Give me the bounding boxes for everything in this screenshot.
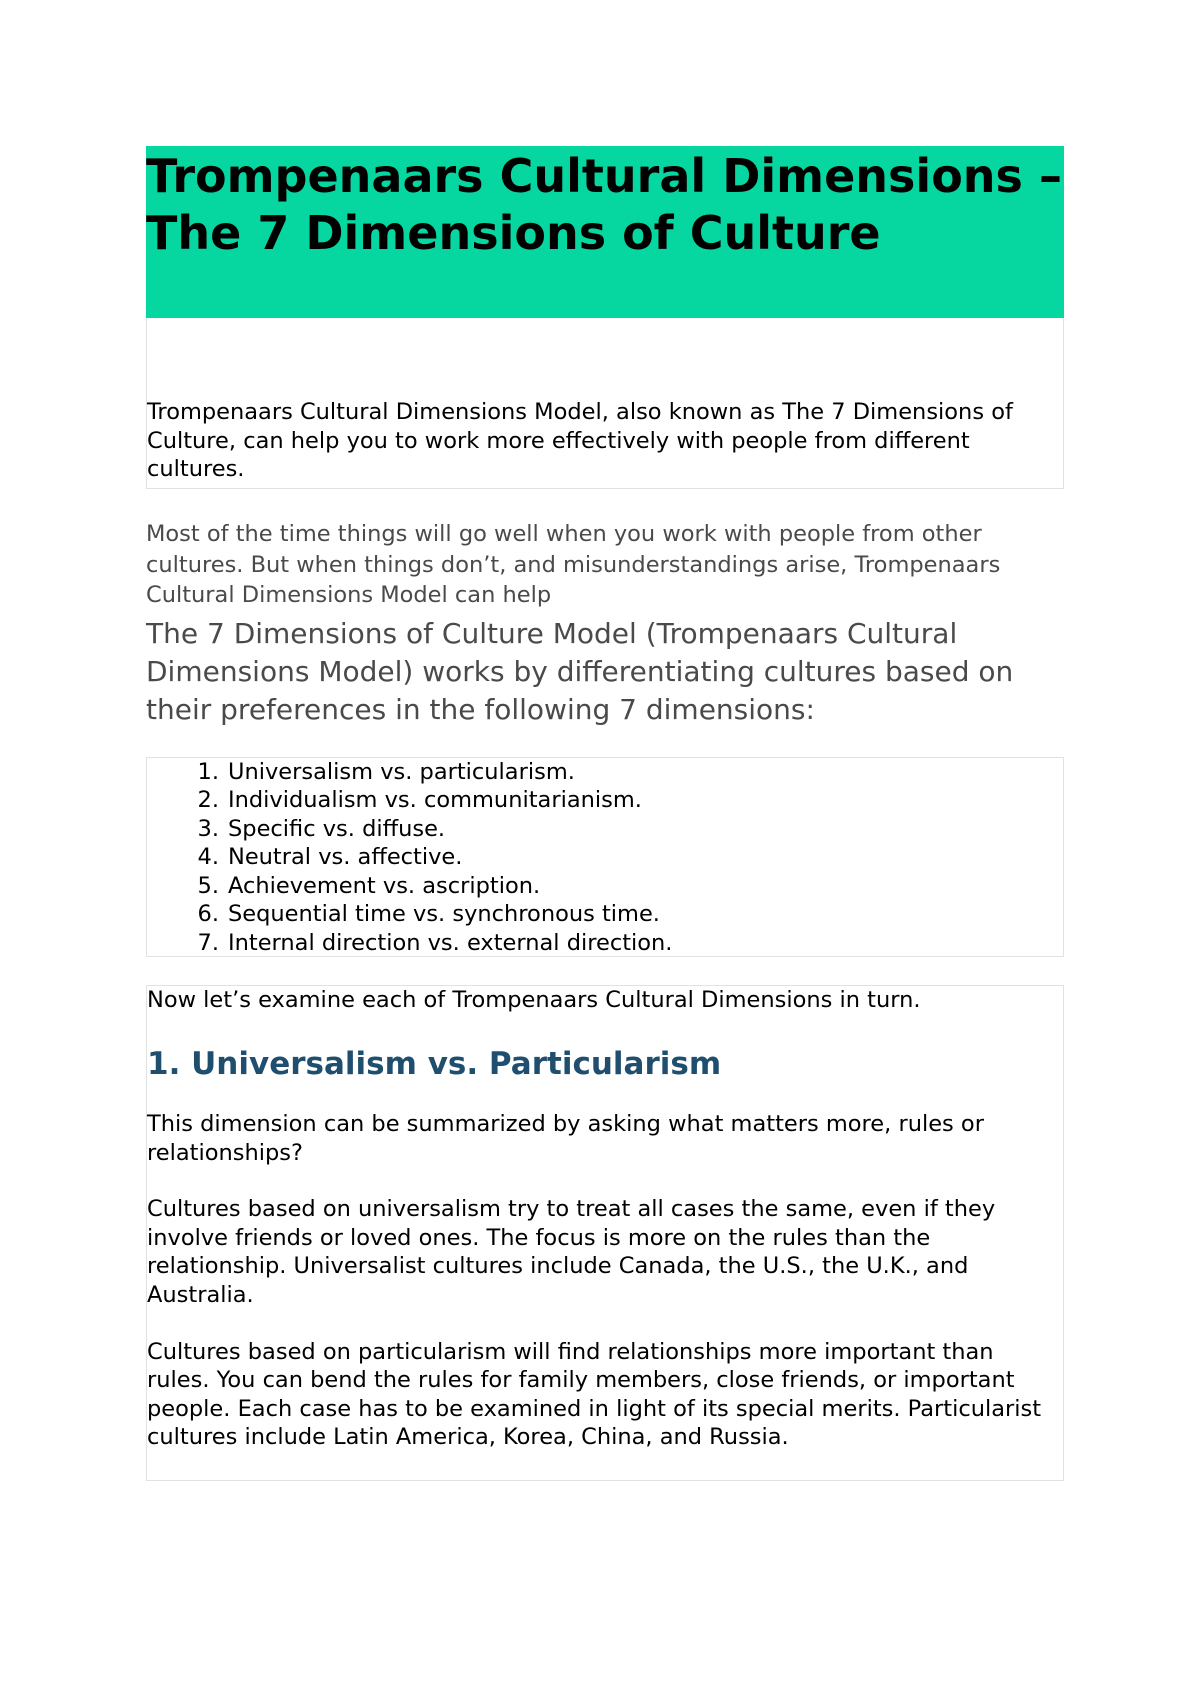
examine-line: Now let’s examine each of Trompenaars Cultural Dimensions in turn. (147, 986, 921, 1013)
dimensions-list (147, 758, 1063, 958)
list-item (183, 815, 1063, 844)
list-item-text: Universalism vs. particularism. (228, 758, 575, 785)
section-paragraph: This dimension can be summarized by asking what matters more, rules or relationships? (147, 1111, 984, 1166)
list-item-text: Internal direction vs. external direction. (228, 930, 673, 957)
intro-paragraph: Trompenaars Cultural Dimensions Model, also known as The 7 Dimensions of Culture, can help you to work more effectively with people from different cultures. (147, 399, 1013, 482)
list-item (183, 758, 1063, 787)
list-item-number: 3. (197, 815, 219, 842)
list-item (183, 786, 1063, 815)
list-item-number: 5. (197, 872, 219, 899)
list-item-text: Neutral vs. affective. (228, 844, 463, 871)
gray-lead-paragraph: The 7 Dimensions of Culture Model (Trompenaars Cultural Dimensions Model) works by differentiating cultures based on their preferences in the following 7 dimensions: (146, 616, 1014, 726)
list-item (183, 872, 1063, 901)
section-paragraph: Cultures based on universalism try to treat all cases the same, even if they involve friends or loved ones. The focus is more on the rules than the relationship. Universalist cultures include Canada, the U.S., the U.K., and Australia. (147, 1196, 996, 1309)
list-item (183, 900, 1063, 929)
page-title: Trompenaars Cultural Dimensions – The 7 Dimensions of Culture (146, 149, 1062, 260)
document-page (146, 146, 1064, 1481)
list-item-text: Individualism vs. communitarianism. (228, 787, 642, 814)
list-item-number: 4. (197, 844, 219, 871)
dimensions-list-box (146, 757, 1064, 957)
section-heading: 1. Universalism vs. Particularism (147, 1046, 722, 1083)
list-item-number: 1. (197, 758, 219, 785)
list-item (183, 929, 1063, 958)
list-item-number: 7. (197, 930, 219, 957)
section-box (146, 985, 1064, 1481)
list-item-text: Specific vs. diffuse. (228, 815, 446, 842)
list-item-number: 2. (197, 787, 219, 814)
list-item-text: Achievement vs. ascription. (228, 872, 541, 899)
list-item-text: Sequential time vs. synchronous time. (228, 901, 660, 928)
list-item-number: 6. (197, 901, 219, 928)
intro-box (146, 318, 1064, 489)
title-banner (146, 146, 1064, 318)
gray-paragraph: Most of the time things will go well when you work with people from other cultures. But when things don’t, and misunderstandings arise, Trompenaars Cultural Dimensions Model can help (146, 521, 1001, 608)
section-paragraph: Cultures based on particularism will find relationships more important than rules. You can bend the rules for family members, close friends, or important people. Each case has to be examined in light of its special merits. Particularist cultures include Latin America, Korea, China, and Russia. (147, 1338, 1042, 1451)
list-item (183, 843, 1063, 872)
